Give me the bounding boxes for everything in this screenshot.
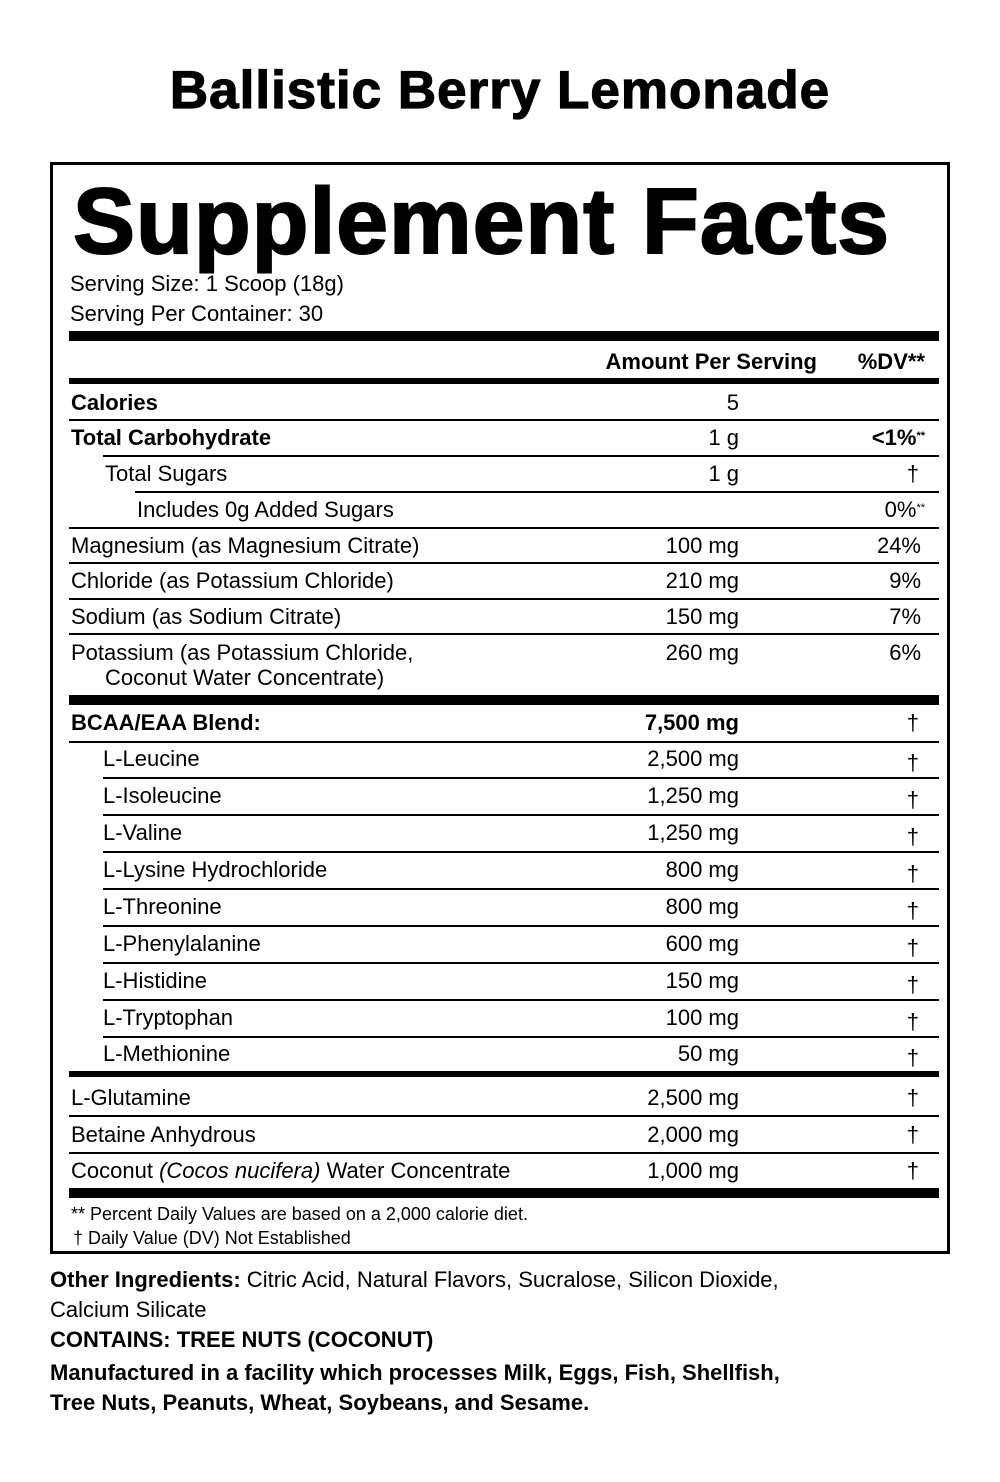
row-divider (69, 1152, 939, 1154)
thick-divider (69, 695, 939, 705)
nutrient-dv: 6% (889, 640, 921, 665)
row-divider (103, 962, 939, 964)
row-divider (103, 1036, 939, 1038)
other-ingredients-text: Citric Acid, Natural Flavors, Sucralose, Silicon Dioxide, (240, 1267, 779, 1292)
ingredient-dv: † (906, 787, 919, 812)
ingredient-amount: 50 mg (677, 1041, 739, 1066)
nutrient-amount: 1 g (708, 461, 739, 486)
blend-amount: 7,500 mg (644, 710, 739, 735)
ingredient-name: Coconut (Cocos nucifera) Water Concentrate (71, 1158, 511, 1183)
ingredient-amount: 2,500 mg (647, 1085, 739, 1110)
facility-statement: Manufactured in a facility which processes Milk, Eggs, Fish, Shellfish, (50, 1360, 780, 1385)
thick-divider (69, 331, 939, 341)
row-divider (69, 741, 939, 743)
dv-column-header: %DV** (857, 349, 925, 374)
ingredient-dv: † (906, 750, 919, 775)
row-divider (69, 419, 939, 421)
ingredient-name: L-Leucine (103, 746, 200, 771)
ingredient-amount: 1,250 mg (647, 783, 739, 808)
nutrient-amount: 100 mg (665, 533, 739, 558)
row-divider (103, 925, 939, 927)
nutrient-name: Sodium (as Sodium Citrate) (71, 604, 342, 629)
ingredient-dv: † (906, 1122, 919, 1147)
nutrient-name: Includes 0g Added Sugars (137, 497, 394, 522)
other-ingredients (50, 1265, 950, 1295)
nutrient-dv: 7% (889, 604, 921, 629)
ingredient-name: L-Glutamine (71, 1085, 191, 1110)
ingredient-dv: † (906, 1009, 919, 1034)
row-divider (103, 888, 939, 890)
row-divider (135, 491, 939, 493)
nutrient-amount: 260 mg (665, 640, 739, 665)
nutrient-amount: 150 mg (665, 604, 739, 629)
blend-name: BCAA/EAA Blend: (71, 710, 261, 735)
nutrient-name: Total Carbohydrate (71, 425, 272, 450)
ingredient-amount: 2,500 mg (647, 746, 739, 771)
ingredient-amount: 600 mg (665, 931, 739, 956)
nutrient-name-continued: Coconut Water Concentrate) (105, 665, 385, 690)
header-divider (69, 378, 939, 384)
supplement-facts-panel (50, 162, 950, 1254)
ingredient-name: L-Phenylalanine (103, 931, 261, 956)
footnote-dv: ** Percent Daily Values are based on a 2,000 calorie diet. (71, 1204, 528, 1224)
row-divider (103, 851, 939, 853)
row-divider (103, 999, 939, 1001)
nutrient-dv: 9% (889, 568, 921, 593)
other-ingredients-continued: Calcium Silicate (50, 1297, 207, 1322)
row-divider (103, 455, 939, 457)
nutrient-name: Total Sugars (105, 461, 228, 486)
ingredient-name: L-Histidine (103, 968, 207, 993)
amount-column-header: Amount Per Serving (605, 349, 817, 374)
ingredient-name: L-Isoleucine (103, 783, 222, 808)
ingredient-name: L-Methionine (103, 1041, 231, 1066)
facts-heading: Supplement Facts (73, 169, 890, 273)
ingredient-dv: † (906, 1085, 919, 1110)
thick-divider (69, 1188, 939, 1198)
ingredient-name: L-Lysine Hydrochloride (103, 857, 328, 882)
ingredient-amount: 150 mg (665, 968, 739, 993)
serving-size: Serving Size: 1 Scoop (18g) (70, 271, 344, 296)
ingredient-dv: † (906, 898, 919, 923)
nutrient-name: Chloride (as Potassium Chloride) (71, 568, 394, 593)
row-divider (69, 562, 939, 564)
nutrient-name: Potassium (as Potassium Chloride, (71, 640, 414, 665)
row-divider (103, 814, 939, 816)
ingredient-amount: 1,000 mg (647, 1158, 739, 1183)
facility-statement-continued: Tree Nuts, Peanuts, Wheat, Soybeans, and Sesame. (50, 1390, 590, 1415)
nutrient-dv: † (906, 461, 919, 486)
ingredient-amount: 800 mg (665, 857, 739, 882)
footnote-dagger: † Daily Value (DV) Not Established (73, 1228, 351, 1248)
ingredient-name: L-Valine (103, 820, 183, 845)
ingredient-amount: 100 mg (665, 1005, 739, 1030)
nutrient-dv: <1%** (871, 425, 925, 450)
ingredient-name: L-Threonine (103, 894, 222, 919)
row-divider (69, 1115, 939, 1117)
ingredient-dv: † (906, 935, 919, 960)
nutrient-amount: 5 (726, 390, 739, 415)
nutrient-row-potassium (69, 640, 939, 694)
blend-dv: † (906, 710, 919, 735)
nutrient-dv: 0%** (884, 497, 925, 522)
row-divider (69, 527, 939, 529)
ingredient-dv: † (906, 1158, 919, 1183)
allergen-statement: CONTAINS: TREE NUTS (COCONUT) (50, 1327, 434, 1352)
ingredient-amount: 2,000 mg (647, 1122, 739, 1147)
ingredient-dv: † (906, 861, 919, 886)
row-divider (69, 633, 939, 635)
ingredient-dv: † (906, 972, 919, 997)
nutrient-amount: 1 g (708, 425, 739, 450)
section-divider (69, 1071, 939, 1077)
nutrient-dv: 24% (876, 533, 921, 558)
ingredient-name: L-Tryptophan (103, 1005, 234, 1030)
row-divider (69, 598, 939, 600)
nutrient-name: Magnesium (as Magnesium Citrate) (71, 533, 420, 558)
row-divider (103, 777, 939, 779)
ingredient-dv: † (906, 824, 919, 849)
ingredient-amount: 800 mg (665, 894, 739, 919)
nutrient-amount: 210 mg (665, 568, 739, 593)
other-ingredients-label: Other Ingredients: (50, 1267, 241, 1292)
ingredient-name: Betaine Anhydrous (71, 1122, 256, 1147)
product-title: Ballistic Berry Lemonade (169, 61, 831, 120)
nutrient-name: Calories (71, 390, 158, 415)
ingredient-amount: 1,250 mg (647, 820, 739, 845)
ingredient-dv: † (906, 1045, 919, 1070)
servings-per-container: Serving Per Container: 30 (70, 301, 324, 326)
